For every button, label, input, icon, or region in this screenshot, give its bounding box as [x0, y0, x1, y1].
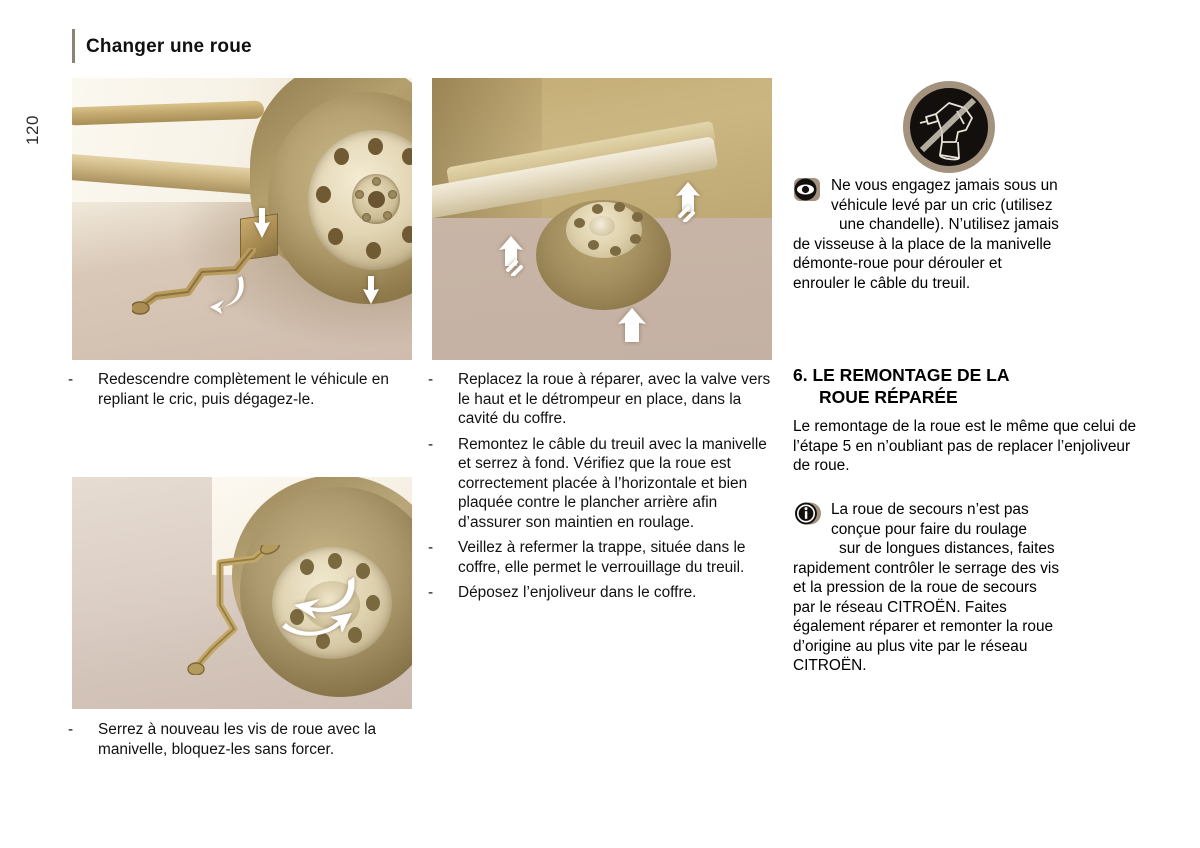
replace-wheel-caption [428, 370, 778, 609]
lug-bolt [362, 213, 371, 222]
info-line-1: La roue de secours n’est pas [831, 501, 1029, 518]
bullet-text: Redescendre complètement le véhicule en repliant le cric, puis dégagez-le. [98, 371, 389, 408]
rim-vent [356, 563, 370, 579]
page-number: 120 [23, 115, 42, 145]
info-circle-icon [793, 501, 823, 526]
rim-vent [402, 148, 412, 165]
section-heading-line-1: 6. LE REMONTAGE DE LA [793, 365, 1010, 385]
rim-vent [614, 202, 625, 212]
info-line-2: conçue pour faire du roulage [831, 520, 1027, 538]
rim-vent [574, 218, 585, 228]
bullet-dash: - [428, 584, 434, 601]
rim-vent [366, 595, 380, 611]
lowering-jack-figure [72, 78, 412, 360]
boot-wheel-image [432, 78, 772, 360]
rim-vent [610, 246, 621, 256]
warning-line-6: enrouler le câble du treuil. [793, 274, 971, 292]
warning-callout [793, 176, 1133, 293]
info-line-8: d’origine au plus vite par le réseau [793, 637, 1028, 655]
lug-bolt [383, 211, 392, 220]
bullet-text: Replacez la roue à réparer, avec la valve vers le haut et le détrompeur en place, dans la cavité du coffre. [458, 371, 771, 427]
tighten-bolts-caption [68, 720, 418, 765]
caption-bullet [428, 583, 778, 603]
rim-vent [588, 240, 599, 250]
rim-vent [366, 242, 381, 259]
rim-vent [402, 226, 412, 243]
tighten-bolts-image [72, 477, 412, 709]
section-heading-line-2: ROUE RÉPARÉE [819, 387, 958, 407]
bullet-text: Remontez le câble du treuil avec la manivelle et serrez à fond. Vérifiez que la roue est correctement placée à l’horizontale et bien plaquée contre le plancher arrière afin d’assurer son maintien en roulage. [458, 435, 767, 531]
warning-line-3: une chandelle). N’utilisez jamais [839, 216, 1059, 233]
lowering-jack-caption [68, 370, 418, 415]
bullet-dash: - [428, 539, 434, 556]
rim-vent [316, 186, 331, 203]
bullet-dash: - [428, 371, 434, 388]
rim-vent [632, 212, 643, 222]
rim-vent [368, 138, 383, 155]
down-arrow-icon [252, 208, 272, 238]
bullet-text: Déposez l’enjoliveur dans le coffre. [458, 584, 697, 601]
warning-line-2: véhicule levé par un cric (utilisez [831, 196, 1053, 214]
spare-hub [589, 216, 615, 236]
bullet-text: Serrez à nouveau les vis de roue avec la manivelle, bloquez-les sans forcer. [98, 721, 377, 758]
warning-line-5: démonte-roue pour dérouler et [793, 255, 1002, 272]
rim-vent [334, 148, 349, 165]
info-line-6: par le réseau CITROËN. Faites [793, 598, 1007, 616]
motion-lines-icon [504, 250, 530, 276]
info-line-9: CITROËN. [793, 657, 867, 674]
rim-vent [592, 204, 603, 214]
rim-vent [328, 228, 343, 245]
lug-bolt [372, 177, 381, 186]
bullet-dash: - [428, 435, 434, 453]
caption-bullet [428, 435, 778, 533]
header-accent-rule [72, 29, 75, 63]
caption-bullet [68, 720, 418, 759]
down-arrow-icon [362, 276, 380, 304]
section-heading [793, 364, 1143, 408]
no-power-screwdriver-icon [902, 80, 996, 174]
info-line-4: rapidement contrôler le serrage des vis [793, 559, 1060, 577]
bullet-dash: - [68, 721, 74, 738]
boot-wheel-figure [432, 78, 772, 360]
info-line-7: également réparer et remonter la roue [793, 618, 1054, 635]
warning-line-1: Ne vous engagez jamais sous un [831, 177, 1058, 194]
page-title: Changer une roue [86, 36, 252, 57]
warning-line-4: de visseuse à la place de la manivelle [793, 235, 1052, 253]
rim-vent [328, 553, 342, 569]
rim-vent [630, 234, 641, 244]
curved-arrow-icon [208, 274, 248, 314]
motion-lines-icon [674, 196, 700, 222]
lug-bolt [355, 190, 364, 199]
lowering-jack-image [72, 78, 412, 360]
up-arrow-icon [617, 308, 647, 342]
info-callout [793, 500, 1133, 676]
info-line-5: et la pression de la roue de secours [793, 579, 1037, 596]
caption-bullet [68, 370, 418, 409]
caption-bullet [428, 370, 778, 429]
section-body-text: Le remontage de la roue est le même que celui de l’étape 5 en n’oubliant pas de replacer l’enjoliveur de roue. [793, 418, 1137, 474]
info-line-3: sur de longues distances, faites [839, 540, 1055, 557]
eye-warning-icon [793, 177, 823, 202]
rotation-arrow-icon [276, 573, 356, 639]
bullet-dash: - [68, 371, 74, 388]
bullet-text: Veillez à refermer la trappe, située dans le coffre, elle permet le verrouillage du treuil. [458, 539, 746, 576]
lug-bolt [388, 190, 397, 199]
tighten-bolts-figure [72, 477, 412, 709]
hub-cap-center [368, 191, 385, 208]
caption-bullet [428, 538, 778, 577]
